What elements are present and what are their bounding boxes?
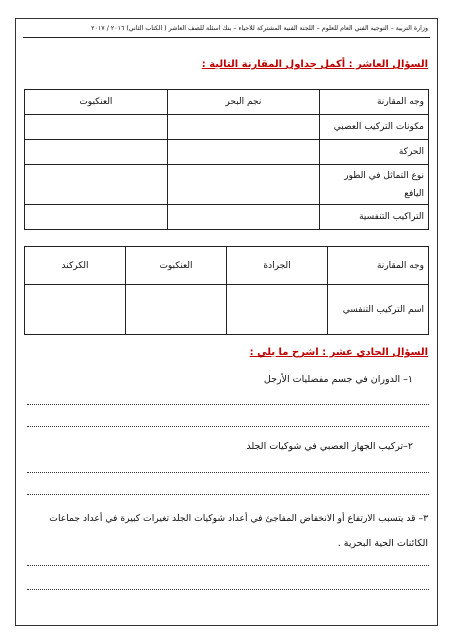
row-label: نوع التماثل في الطور اليافع	[320, 165, 429, 205]
question-item-3-continued: الكائنات الحية البحرية .	[337, 538, 428, 549]
question-10-title: السؤال العاشر : أكمل جداول المقارنة التالية :	[201, 59, 428, 70]
answer-cell[interactable]	[25, 165, 168, 205]
row-label: مكونات التركيب العصبي	[320, 115, 429, 140]
answer-cell[interactable]	[25, 115, 168, 140]
answer-cell[interactable]	[167, 205, 319, 230]
table-header-cell: العنكبوت	[126, 247, 227, 285]
table-header-cell: وجه المقارنة	[328, 247, 429, 285]
answer-cell[interactable]	[25, 140, 168, 165]
question-item-2: ٢–تركيب الجهاز العصبي في شوكيات الجلد	[246, 441, 413, 452]
comparison-table-2	[24, 246, 429, 335]
answer-cell[interactable]	[25, 285, 126, 335]
table-header-row	[25, 247, 429, 285]
table-row	[25, 115, 429, 140]
table-row	[25, 285, 429, 335]
question-11-title: السؤال الحادي عشر : اشرح ما يلي :	[249, 347, 428, 358]
answer-cell[interactable]	[25, 205, 168, 230]
page-header: وزارة التربية – التوجيه الفني العام للعلوم – اللجنة الفنية المشتركة للأحياء – بنك أسئلة للصف العاشر ( الكتاب الثاني) ٢٠١٦ / ٢٠١٧	[91, 25, 428, 32]
answer-line[interactable]	[27, 426, 429, 427]
table-header-row	[25, 90, 429, 115]
table-row	[25, 205, 429, 230]
answer-line[interactable]	[27, 565, 429, 566]
answer-cell[interactable]	[167, 165, 319, 205]
answer-cell[interactable]	[167, 140, 319, 165]
table-row	[25, 140, 429, 165]
comparison-table-1	[24, 89, 429, 230]
header-divider	[23, 37, 430, 38]
table-row	[25, 165, 429, 205]
table-header-cell: نجم البحر	[167, 90, 319, 115]
answer-line[interactable]	[27, 494, 429, 495]
question-item-3: ٣– قد يتسبب الارتفاع أو الانخفاض المفاجئ في أعداد شوكيات الجلد تغيرات كبيرة في أعداد جماعات	[49, 513, 428, 524]
question-item-1: ١– الدوران في جسم مفصليات الأرجل	[263, 374, 413, 385]
answer-line[interactable]	[27, 472, 429, 473]
answer-cell[interactable]	[167, 115, 319, 140]
row-label: التراكيب التنفسية	[320, 205, 429, 230]
answer-line[interactable]	[27, 589, 429, 590]
table-header-cell: وجه المقارنة	[320, 90, 429, 115]
answer-line[interactable]	[27, 404, 429, 405]
answer-cell[interactable]	[126, 285, 227, 335]
table-header-cell: الجرادة	[227, 247, 328, 285]
row-label: الحركة	[320, 140, 429, 165]
table-header-cell: العنكبوت	[25, 90, 168, 115]
table-header-cell: الكركند	[25, 247, 126, 285]
row-label: اسم التركيب التنفسي	[328, 285, 429, 335]
answer-cell[interactable]	[227, 285, 328, 335]
